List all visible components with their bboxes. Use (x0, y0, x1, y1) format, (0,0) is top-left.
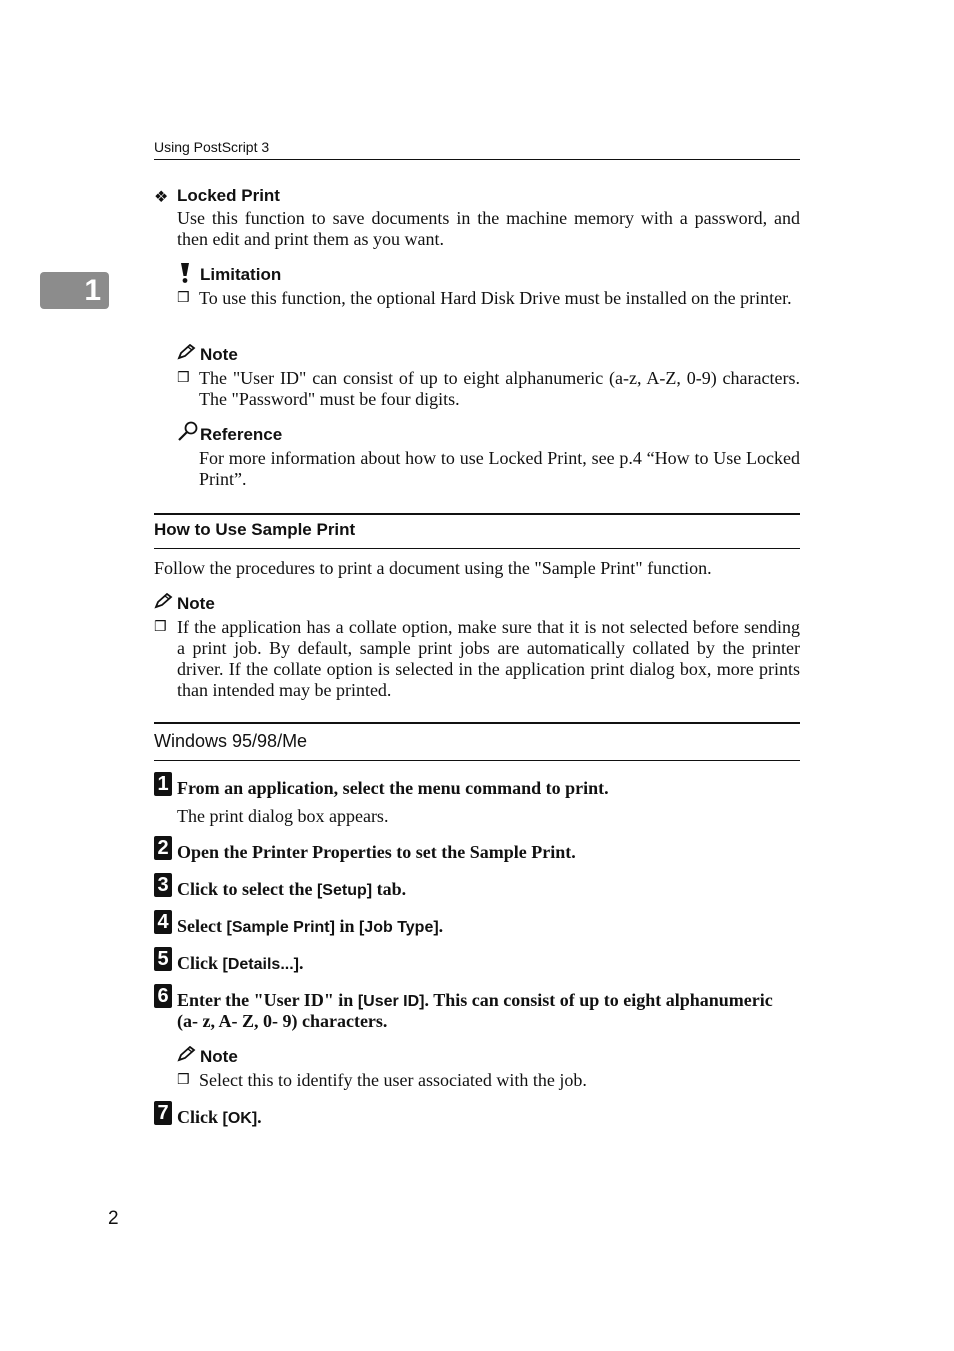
subsection-rule-top (154, 722, 800, 724)
note-pencil-icon (177, 1046, 197, 1062)
reference-text: For more information about how to use Locked Print, see p.4 “How to Use Locked Print”. (199, 448, 800, 489)
step-4-text: Select [Sample Print] in [Job Type]. (177, 916, 444, 936)
step-7-text: Click [OK]. (177, 1107, 262, 1127)
step-2-text: Open the Printer Properties to set the Sample Print. (177, 842, 576, 862)
checkbox-bullet-icon: ❒ (177, 370, 190, 386)
diamond-icon: ❖ (154, 187, 169, 206)
setup-tab-ref: [Setup] (316, 882, 373, 899)
sample-print-intro: Follow the procedures to print a document using the "Sample Print" function. (154, 558, 712, 578)
note-item: If the application has a collate option, make sure that it is not selected before sending a print job. By default, sample print jobs are automatically collated by the printer driver. If the collate option is selected in the application print dialog box, more prints than intended may be printed. (177, 617, 800, 700)
note-label: Note (177, 594, 215, 613)
note-pencil-icon (154, 593, 174, 609)
header-rule (154, 159, 800, 160)
locked-print-desc: Use this function to save documents in the machine memory with a password, and then edit and print them as you want. (177, 208, 800, 249)
step-6-note-item: Select this to identify the user associated with the job. (199, 1070, 587, 1090)
sample-print-ref: [Sample Print] (226, 919, 335, 936)
step-number-4: 4 (154, 910, 172, 934)
limitation-item: To use this function, the optional Hard Disk Drive must be installed on the printer. (199, 288, 792, 308)
note-item: The "User ID" can consist of up to eight alphanumeric (a-z, A-Z, 0-9) characters. The "Password" must be four digits. (199, 368, 800, 409)
step-number-7: 7 (154, 1101, 172, 1125)
step-1-text: From an application, select the menu command to print. (177, 778, 609, 798)
section-rule-bottom (154, 548, 800, 549)
step-number-2: 2 (154, 836, 172, 860)
locked-print-title: Locked Print (177, 186, 280, 205)
page-number: 2 (108, 1208, 119, 1229)
step-number-1: 1 (154, 772, 172, 796)
subsection-rule-bottom (154, 760, 800, 761)
details-button-ref: [Details...] (222, 956, 299, 973)
step-number-6: 6 (154, 984, 172, 1008)
note-label: Note (200, 345, 238, 364)
checkbox-bullet-icon: ❒ (177, 290, 190, 306)
step-1-result: The print dialog box appears. (177, 806, 389, 826)
reference-label: Reference (200, 425, 283, 444)
step-6-text: Enter the "User ID" in [User ID]. This can consist of up to eight alphanumeric (177, 990, 773, 1010)
user-id-ref: [User ID] (357, 993, 425, 1010)
job-type-ref: [Job Type] (358, 919, 439, 936)
reference-magnifier-icon (177, 421, 199, 441)
note-label: Note (200, 1047, 238, 1066)
note-pencil-icon (177, 344, 197, 360)
step-3-text: Click to select the [Setup] tab. (177, 879, 407, 899)
limitation-icon (178, 262, 192, 284)
step-5-text: Click [Details...]. (177, 953, 304, 973)
ok-button-ref: [OK] (222, 1110, 258, 1127)
limitation-label: Limitation (200, 265, 282, 284)
step-number-3: 3 (154, 873, 172, 897)
chapter-tab: 1 (40, 272, 109, 309)
checkbox-bullet-icon: ❒ (154, 619, 167, 635)
checkbox-bullet-icon: ❒ (177, 1072, 190, 1088)
step-number-5: 5 (154, 947, 172, 971)
running-header: Using PostScript 3 (154, 139, 270, 155)
section-rule-top (154, 513, 800, 515)
section-heading: How to Use Sample Print (154, 520, 356, 539)
subsection-heading: Windows 95/98/Me (154, 731, 308, 751)
step-6-text-line2: (a- z, A- Z, 0- 9) characters. (177, 1011, 388, 1031)
